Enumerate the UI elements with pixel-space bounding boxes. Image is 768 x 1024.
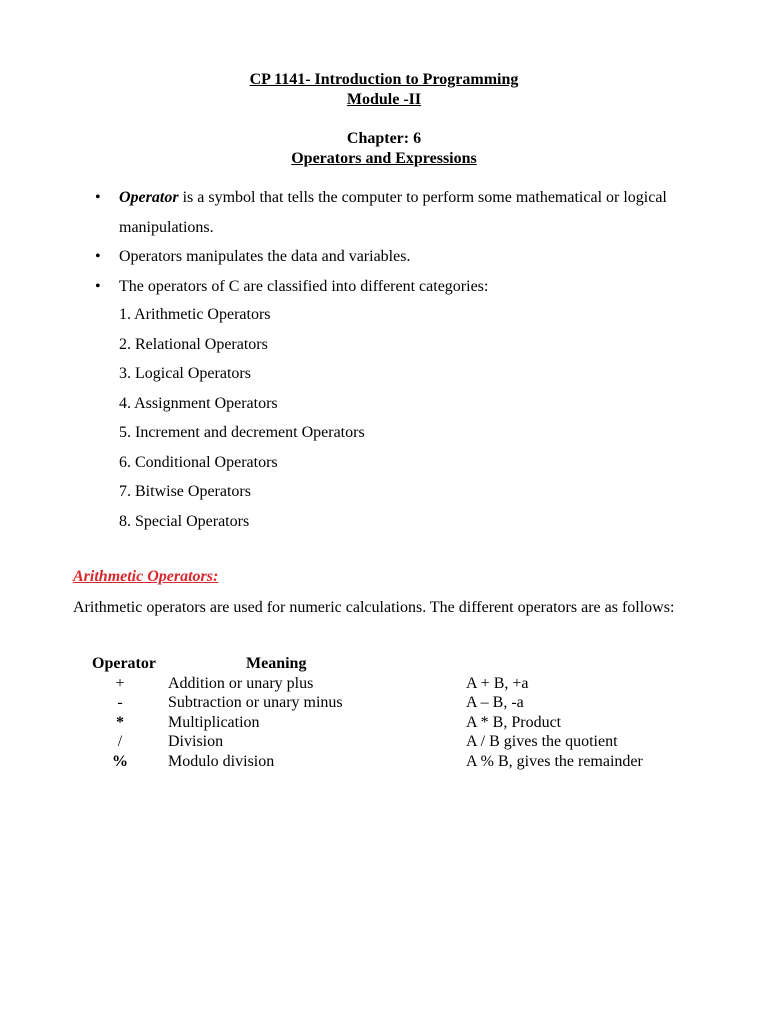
header-operator: Operator bbox=[92, 655, 156, 672]
operator-example: A * B, Product bbox=[466, 713, 562, 731]
operator-symbol: * bbox=[116, 713, 124, 731]
table-row bbox=[80, 752, 696, 772]
bullet-emphasis: Operator bbox=[119, 189, 179, 206]
operator-symbol: - bbox=[117, 694, 123, 712]
header-meaning: Meaning bbox=[246, 655, 307, 672]
bullet-icon: • bbox=[95, 248, 101, 265]
category-item: 1. Arithmetic Operators bbox=[119, 306, 271, 323]
table-row bbox=[80, 693, 696, 713]
operator-meaning: Modulo division bbox=[168, 752, 275, 770]
table-row bbox=[80, 732, 696, 752]
category-item: 3. Logical Operators bbox=[119, 365, 251, 382]
operator-table bbox=[80, 654, 696, 772]
bullet-icon: • bbox=[95, 189, 101, 206]
header-example bbox=[466, 654, 696, 674]
category-item: 4. Assignment Operators bbox=[119, 394, 278, 412]
operator-symbol: + bbox=[115, 674, 125, 692]
category-item: 6. Conditional Operators bbox=[119, 453, 278, 471]
table-row bbox=[80, 713, 696, 733]
bullet-text: Operators manipulates the data and variables. bbox=[119, 248, 411, 265]
category-item: 8. Special Operators bbox=[119, 512, 250, 530]
bullet-text: The operators of C are classified into different categories: bbox=[119, 277, 489, 295]
category-item: 5. Increment and decrement Operators bbox=[119, 424, 365, 441]
operator-example: A + B, +a bbox=[466, 674, 529, 692]
operator-meaning: Addition or unary plus bbox=[168, 674, 314, 692]
bullet-item bbox=[95, 183, 715, 242]
course-title: CP 1141- Introduction to Programming bbox=[249, 71, 519, 88]
module-title: Module -II bbox=[346, 91, 422, 108]
chapter-number: Chapter: 6 bbox=[346, 130, 422, 147]
bullet-list bbox=[95, 183, 715, 301]
operator-symbol: / bbox=[117, 733, 123, 751]
bullet-item bbox=[95, 242, 715, 272]
operator-example: A – B, -a bbox=[466, 694, 524, 712]
bullet-text: is a symbol that tells the computer to perform some mathematical or logical manipulations. bbox=[119, 189, 667, 236]
category-item: 7. Bitwise Operators bbox=[119, 483, 251, 500]
bullet-icon: • bbox=[95, 277, 101, 295]
table-header-row bbox=[80, 654, 696, 674]
chapter-title: Operators and Expressions bbox=[291, 150, 477, 167]
table-row bbox=[80, 674, 696, 694]
operator-meaning: Subtraction or unary minus bbox=[168, 694, 343, 712]
operator-meaning: Division bbox=[168, 733, 224, 751]
arithmetic-heading: Arithmetic Operators: bbox=[73, 568, 219, 585]
operator-example: A % B, gives the remainder bbox=[466, 752, 643, 770]
arithmetic-paragraph: Arithmetic operators are used for numeric calculations. The different operators are as follows: bbox=[73, 599, 675, 616]
category-item: 2. Relational Operators bbox=[119, 335, 268, 353]
category-list bbox=[119, 300, 365, 536]
operator-meaning: Multiplication bbox=[168, 713, 260, 731]
bullet-item bbox=[95, 272, 715, 302]
operator-example: A / B gives the quotient bbox=[466, 733, 618, 751]
operator-symbol: % bbox=[112, 752, 128, 770]
